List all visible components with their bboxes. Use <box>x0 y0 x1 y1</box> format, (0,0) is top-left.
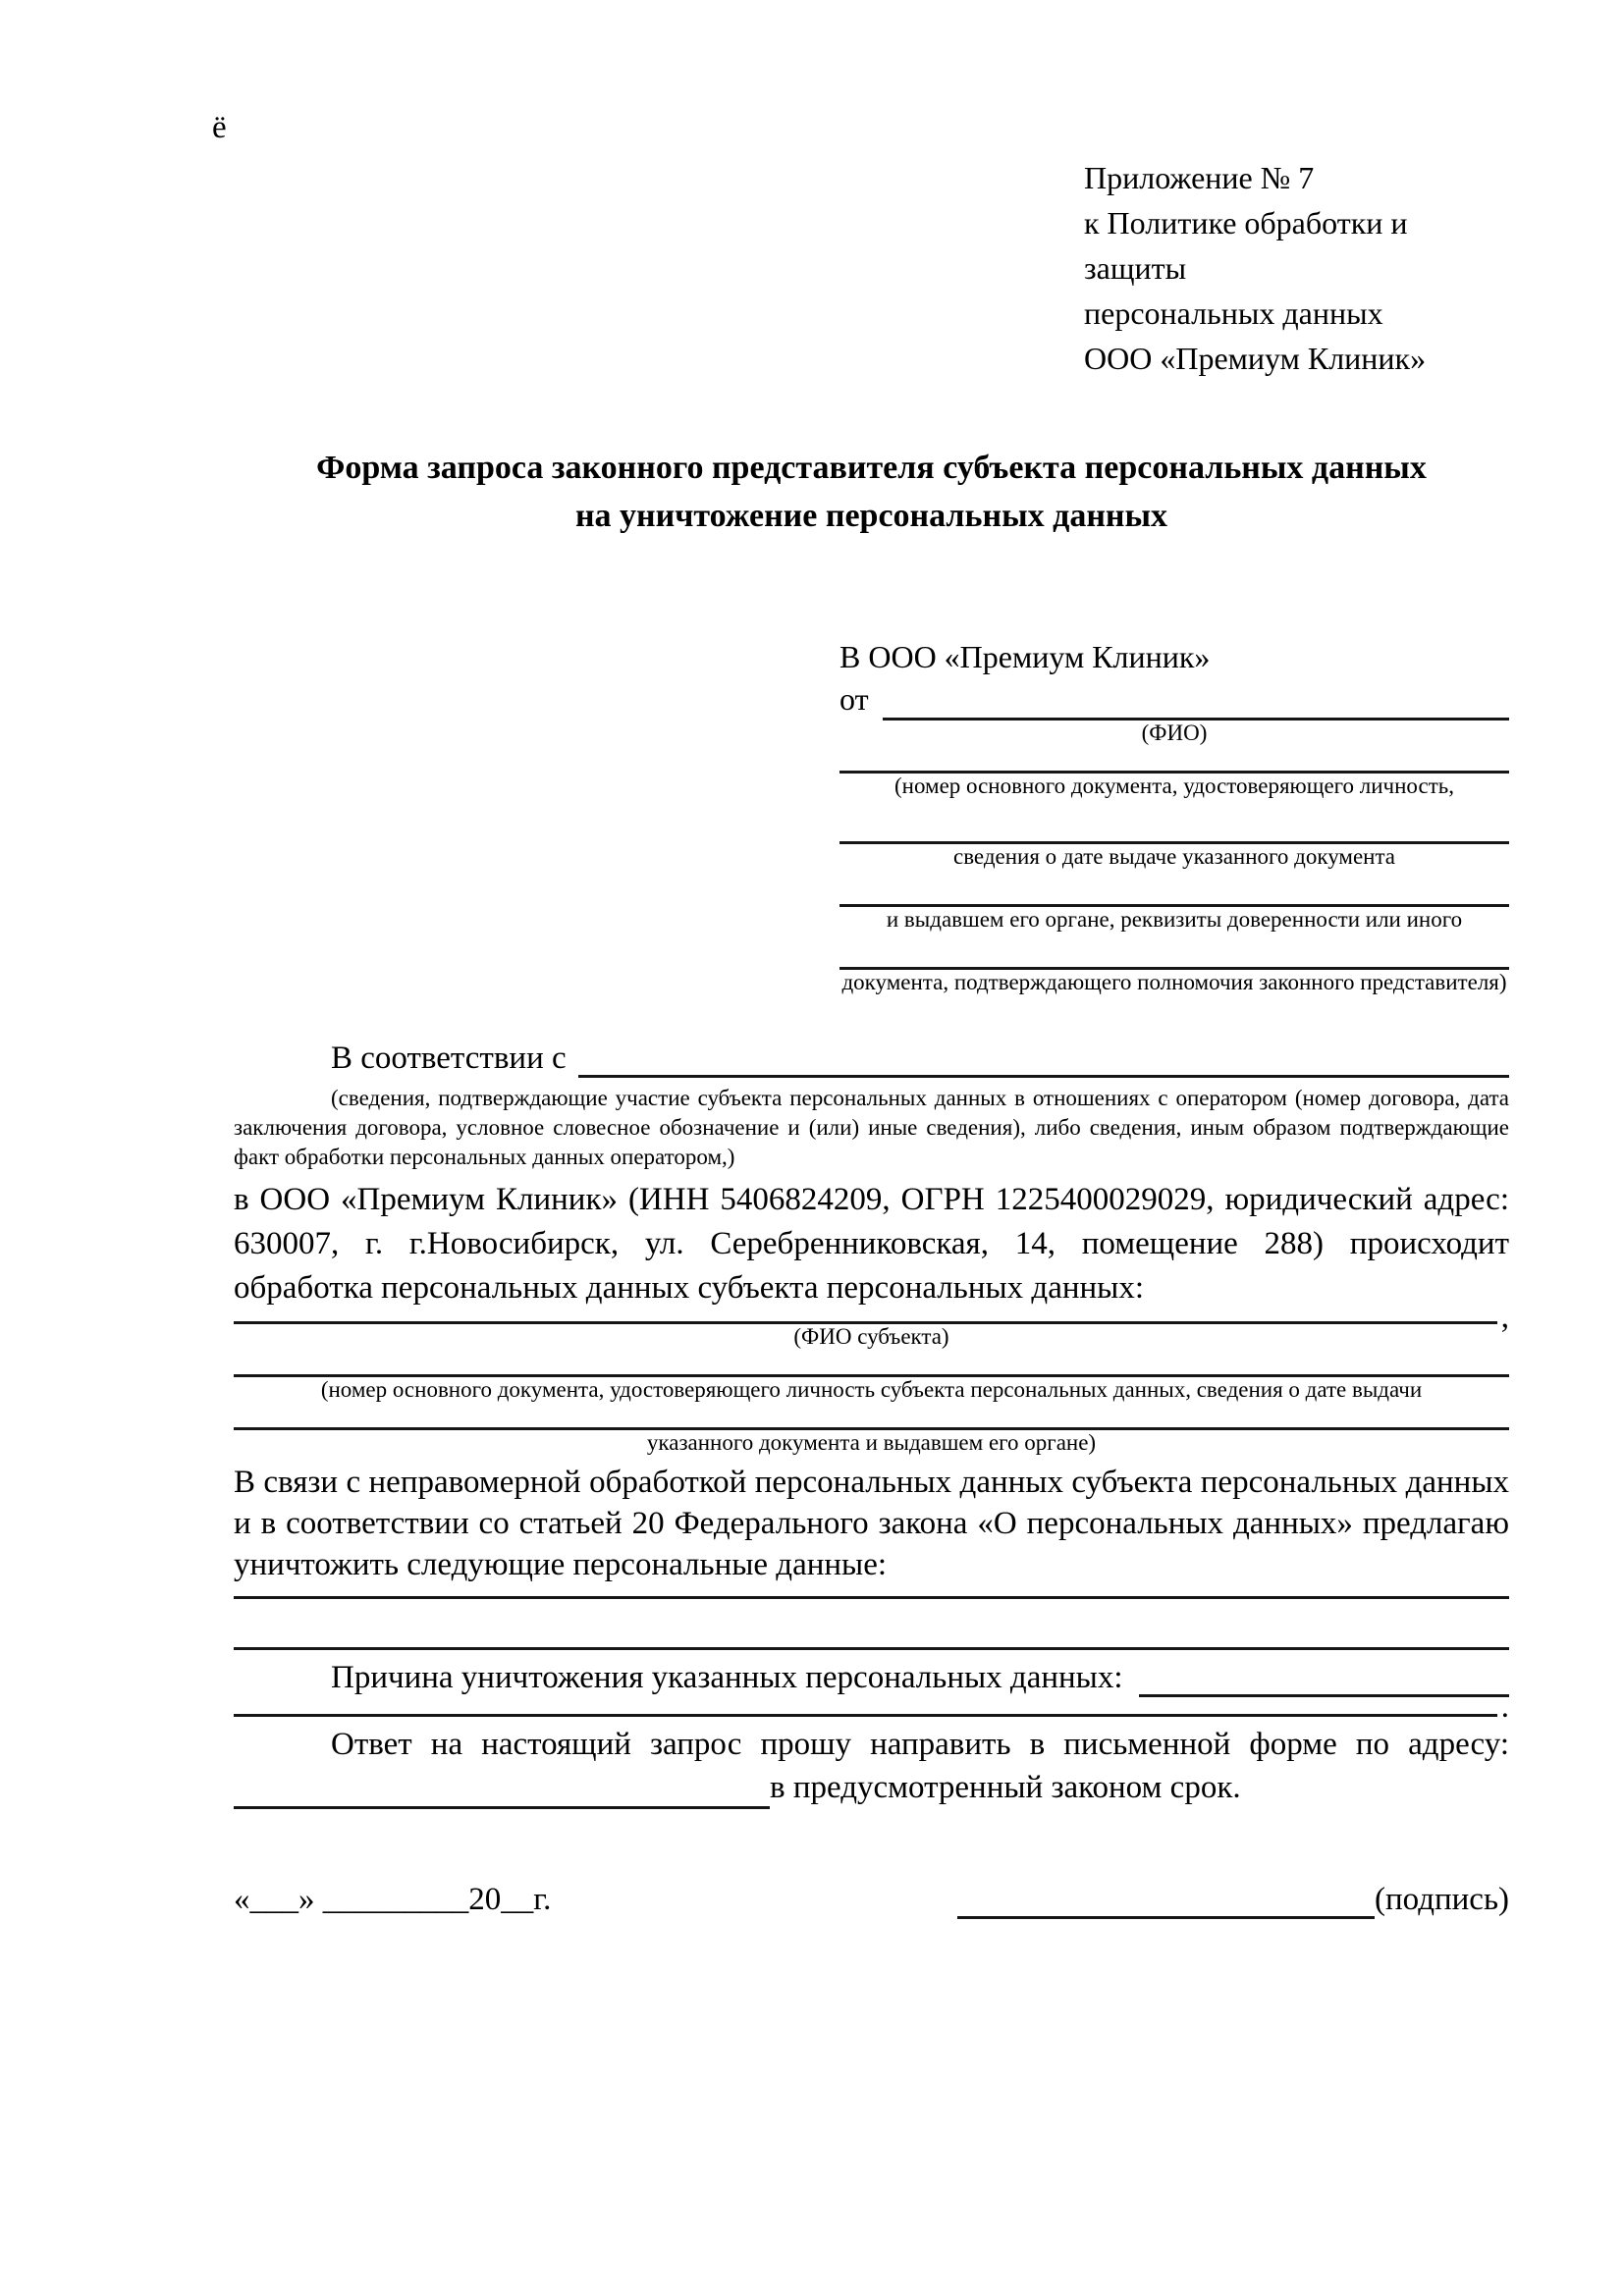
reason-label: Причина уничтожения указанных персональных данных: <box>331 1660 1123 1695</box>
subject-fio-caption: (ФИО субъекта) <box>793 1324 949 1349</box>
document-title-line-2: на уничтожение персональных данных <box>574 498 1168 534</box>
accordance-label: В соответствии с <box>331 1041 567 1076</box>
appendix-block <box>1084 155 1509 381</box>
accordance-row <box>234 1039 1509 1078</box>
from-fio-blank-line <box>883 713 1509 721</box>
doc-issue-date-caption: сведения о дате выдаче указанного документа <box>952 844 1396 869</box>
reason-blank-row-2 <box>234 1689 1509 1725</box>
document-title <box>234 444 1509 540</box>
doc-number-blank-line <box>839 746 1509 774</box>
operator-paragraph: в ООО «Премиум Клиник» (ИНН 5406824209, ОГРН 1225400029029, юридический адрес: 630007, г. г.Новосибирск, ул. Серебренниковская, 14, помещение 288) происходит обработка персональных данных субъекта персональных данных: <box>234 1182 1509 1306</box>
subject-doc-caption-2: указанного документа и выдавшем его органе) <box>646 1430 1097 1455</box>
reason-row <box>234 1658 1509 1697</box>
data-to-destroy-blank-line-2 <box>234 1599 1509 1650</box>
representative-doc-caption: документа, подтверждающего полномочия законного представителя) <box>841 970 1507 994</box>
doc-authority-caption: и выдавшем его органе, реквизиты доверенности или иного <box>886 907 1463 932</box>
appendix-line-2: к Политике обработки и защиты <box>1084 205 1408 286</box>
data-to-destroy-blank-line-1 <box>234 1585 1509 1599</box>
fio-caption: (ФИО) <box>1141 721 1208 745</box>
doc-number-caption: (номер основного документа, удостоверяющего личность, <box>893 774 1454 798</box>
addressee-block <box>839 636 1509 995</box>
appendix-line-4: ООО «Премиум Клиник» <box>1084 341 1427 376</box>
reason-blank-line-2 <box>234 1709 1497 1717</box>
subject-fio-blank-row <box>234 1300 1509 1335</box>
representative-doc-blank-line <box>839 933 1509 970</box>
signature-block <box>957 1880 1509 1919</box>
stray-character: ё <box>212 110 227 145</box>
appendix-line-3: персональных данных <box>1084 295 1383 331</box>
trailing-period: . <box>1500 1689 1509 1725</box>
reply-address-row <box>234 1766 1509 1809</box>
document-title-line-1: Форма запроса законного представителя субъекта персональных данных <box>316 450 1427 486</box>
trailing-comma: , <box>1500 1300 1509 1335</box>
appendix-line-1: Приложение № 7 <box>1084 160 1315 195</box>
accordance-blank-line <box>578 1070 1509 1078</box>
signature-caption: (подпись) <box>1375 1882 1509 1917</box>
reply-address-blank-line <box>234 1801 770 1809</box>
subject-doc-blank-line-1 <box>234 1350 1509 1377</box>
doc-issue-date-blank-line <box>839 799 1509 844</box>
from-label: от <box>839 681 869 717</box>
reason-blank-line <box>1139 1689 1509 1697</box>
doc-authority-blank-line <box>839 870 1509 907</box>
date-line: «___» _________20__г. <box>234 1882 552 1917</box>
reply-paragraph: Ответ на настоящий запрос прошу направить в письменной форме по адресу: <box>331 1727 1509 1762</box>
subject-doc-caption-1: (номер основного документа, удостоверяющего личность субъекта персональных данных, сведения о дате выдачи <box>320 1377 1423 1402</box>
footer-row <box>234 1880 1509 1919</box>
reply-tail: в предусмотренный законом срок. <box>770 1770 1241 1805</box>
subject-doc-blank-line-2 <box>234 1403 1509 1430</box>
signature-blank-line <box>957 1911 1375 1919</box>
request-paragraph: В связи с неправомерной обработкой персональных данных субъекта персональных данных и в соответствии со статьей 20 Федерального закона «О персональных данных» предлагаю уничтожить следующие персональные данные: <box>234 1465 1509 1582</box>
addressee-organization: В ООО «Премиум Клиник» <box>839 639 1211 674</box>
subject-fio-blank-line <box>234 1316 1497 1324</box>
accordance-note: (сведения, подтверждающие участие субъекта персональных данных в отношениях с оператором (номер договора, дата заключения договора, условное словесное обозначение и (или) иные сведения), либо сведения, иным образом подтверждающие факт обработки персональных данных оператором,) <box>234 1086 1509 1169</box>
from-row <box>839 678 1509 721</box>
